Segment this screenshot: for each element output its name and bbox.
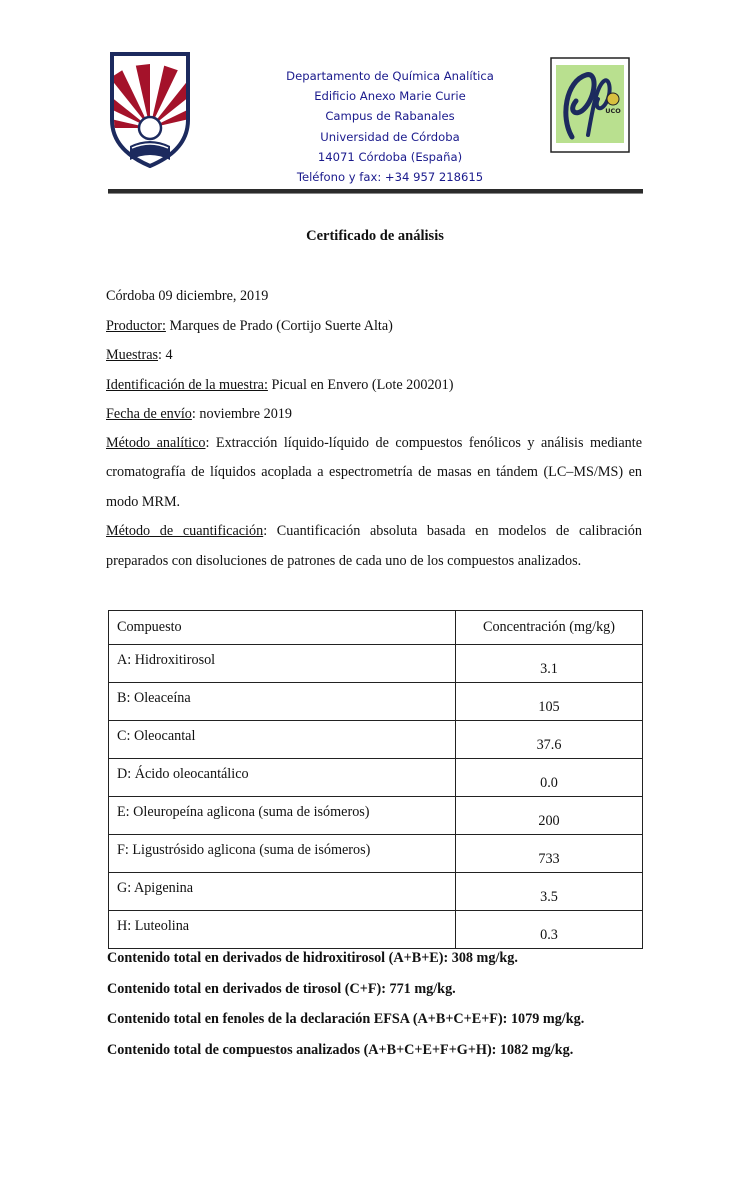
table-header-row <box>109 611 643 645</box>
total-line: Contenido total de compuestos analizados (A+B+C+E+F+G+H): 1082 mg/kg. <box>107 1041 574 1058</box>
concentration-cell: 0.0 <box>456 759 643 797</box>
quant-value: : Cuantificación absoluta basada en modelos de calibración preparados con disoluciones de patrones de cada uno de los compuestos analizados. <box>106 523 642 569</box>
ship-date-value: : noviembre 2019 <box>191 406 292 422</box>
university-shield-logo <box>108 50 192 172</box>
address-line: Teléfono y fax: +34 957 218615 <box>296 170 484 185</box>
compound-cell: A: Hidroxitirosol <box>109 645 456 683</box>
ship-date-label: Fecha de envío <box>106 406 192 422</box>
total-line: Contenido total en fenoles de la declaración EFSA (A+B+C+E+F): 1079 mg/kg. <box>107 1011 585 1028</box>
concentration-cell: 3.5 <box>456 873 643 911</box>
address-line: Universidad de Córdoba <box>320 129 460 144</box>
total-line: Contenido total en derivados de hidroxitirosol (A+B+E): 308 mg/kg. <box>107 950 518 966</box>
table-row <box>109 911 643 949</box>
compound-cell: E: Oleuropeína aglicona (suma de isómeros) <box>109 797 456 835</box>
samples-label: Muestras <box>106 347 159 363</box>
compound-cell: H: Luteolina <box>109 911 456 949</box>
compound-cell: G: Apigenina <box>109 873 456 911</box>
method-value: : Extracción líquido-líquido de compuestos fenólicos y análisis mediante cromatografía de líquidos acoplada a espectrometría de masas en tándem (LC–MS/MS) en modo MRM. <box>106 434 643 510</box>
analytical-method <box>106 429 642 518</box>
table-row <box>109 683 643 721</box>
address-line: 14071 Córdoba (España) <box>317 149 463 164</box>
table-row <box>109 759 643 797</box>
address-line: Edificio Anexo Marie Curie <box>314 89 466 104</box>
compound-cell: B: Oleaceína <box>109 683 456 721</box>
column-header-compound: Compuesto <box>109 611 456 645</box>
table-row <box>109 721 643 759</box>
concentration-cell: 0.3 <box>456 911 643 949</box>
group-logo <box>550 57 630 153</box>
sample-id-line <box>106 374 642 404</box>
table-row <box>109 645 643 683</box>
method-label: Método analítico <box>106 434 206 451</box>
compound-cell: C: Oleocantal <box>109 721 456 759</box>
quant-label: Método de cuantificación <box>106 523 264 539</box>
sample-id-value: Picual en Envero (Lote 200201) <box>267 376 454 393</box>
table-row <box>109 797 643 835</box>
producer-value: Marques de Prado (Cortijo Suerte Alta) <box>165 317 393 334</box>
total-line: Contenido total en derivados de tirosol (C+F): 771 mg/kg. <box>107 980 456 997</box>
sample-information <box>106 285 642 576</box>
concentration-cell: 733 <box>456 835 643 873</box>
header-divider <box>108 189 643 194</box>
concentration-cell: 37.6 <box>456 721 643 759</box>
concentration-cell: 3.1 <box>456 645 643 683</box>
samples-line <box>106 344 642 374</box>
department-address <box>230 66 550 187</box>
producer-label: Productor: <box>106 317 166 334</box>
concentration-cell: 200 <box>456 797 643 835</box>
quantification-method <box>106 517 642 576</box>
totals-summary <box>107 948 667 1070</box>
producer-line <box>106 315 642 345</box>
column-header-concentration: Concentración (mg/kg) <box>456 611 643 645</box>
concentration-cell: 105 <box>456 683 643 721</box>
table-row <box>109 873 643 911</box>
address-line: Departamento de Química Analítica <box>286 69 494 83</box>
compound-cell: F: Ligustrósido aglicona (suma de isómeros) <box>109 835 456 873</box>
samples-value: : 4 <box>158 347 173 363</box>
table-row <box>109 835 643 873</box>
compound-cell: D: Ácido oleocantálico <box>109 759 456 797</box>
address-line: Campus de Rabanales <box>325 109 455 124</box>
svg-text:UCO: UCO <box>605 107 621 115</box>
sample-id-label: Identificación de la muestra: <box>106 376 268 393</box>
document-title: Certificado de análisis <box>306 228 444 244</box>
issue-date: Córdoba 09 diciembre, 2019 <box>106 288 269 304</box>
results-table <box>108 610 643 949</box>
